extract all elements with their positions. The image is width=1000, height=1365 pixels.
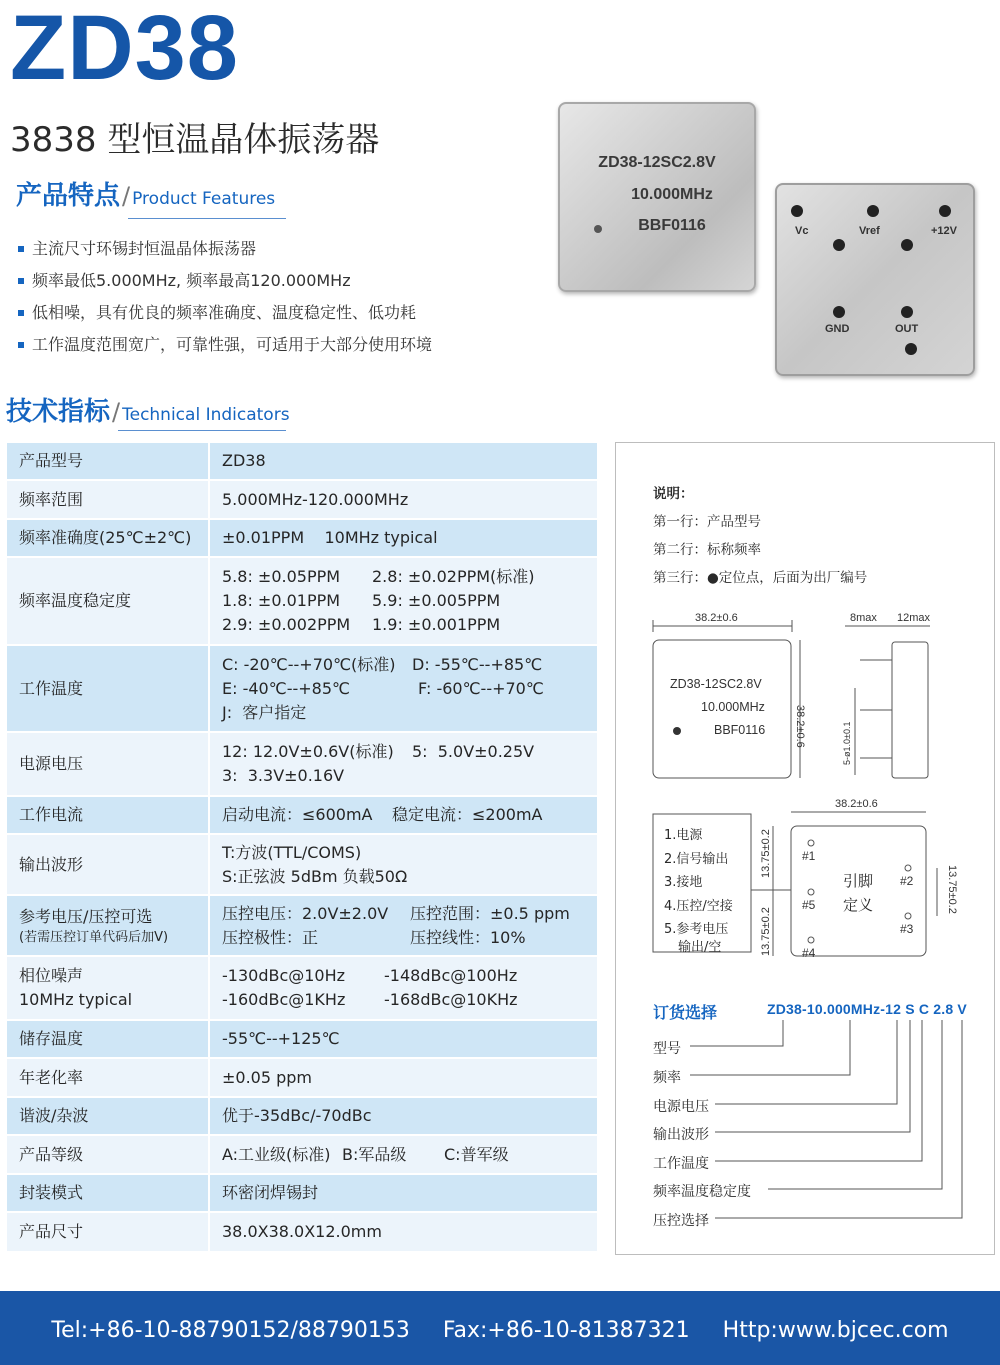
bullet-icon <box>18 310 24 316</box>
bullet-icon <box>18 342 24 348</box>
product-subtitle: 3838 型恒温晶体振荡器 <box>10 120 380 160</box>
pin-label-out: OUT <box>895 323 919 335</box>
product-photo-front <box>558 102 756 292</box>
dim-side-2: 12max <box>897 612 931 624</box>
dim-height: 38.2±0.6 <box>794 705 806 748</box>
locator-dot-icon <box>594 225 602 233</box>
spec-value: 12: 12.0V±0.6V(标准) 5: 5.0V±0.25V 3: 3.3V±0.16V <box>210 733 597 797</box>
spec-value: ±0.05 ppm <box>210 1059 597 1098</box>
spec-value: -55℃--+125℃ <box>210 1021 597 1059</box>
pin-label-gnd: GND <box>825 323 850 335</box>
table-row <box>7 520 597 558</box>
spec-value: 5.8: ±0.05PPM 2.8: ±0.02PPM(标准) 1.8: ±0.01PPM 5.9: ±0.005PPM 2.9: ±0.002PPM 1.9: ±0.001PPM <box>210 558 597 646</box>
table-row <box>7 1021 597 1059</box>
features-heading-en: Product Features <box>132 189 276 209</box>
spec-key: 封装模式 <box>7 1175 210 1213</box>
notes-title: 说明： <box>653 486 694 502</box>
order-item-frequency: 频率 <box>653 1070 681 1086</box>
spec-key: 工作电流 <box>7 797 210 835</box>
spec-value: T:方波(TTL/COMS) S:正弦波 5dBm 负载50Ω <box>210 835 597 896</box>
table-row <box>7 1136 597 1175</box>
dim-bottom-width: 38.2±0.6 <box>835 798 878 810</box>
product-title: ZD38 <box>10 0 239 99</box>
pin-label-vc: Vc <box>795 225 809 237</box>
pin-def-2: 定义 <box>843 896 874 914</box>
photo-mark-line2: 10.000MHz <box>631 186 713 203</box>
dim-width: 38.2±0.6 <box>695 612 738 624</box>
order-item-stability: 频率温度稳定度 <box>653 1184 751 1200</box>
order-item-model: 型号 <box>653 1041 681 1057</box>
spec-key: 年老化率 <box>7 1059 210 1098</box>
photo-mark-line3: BBF0116 <box>638 217 706 234</box>
spec-value: C: -20℃--+70℃(标准) D: -55℃--+85℃ E: -40℃--+85℃ F: -60℃--+70℃ J: 客户指定 <box>210 646 597 733</box>
table-row <box>7 1059 597 1098</box>
order-item-waveform: 输出波形 <box>653 1127 709 1143</box>
features-underline <box>128 218 286 219</box>
table-row <box>7 443 597 481</box>
table-row <box>7 558 597 646</box>
dim-pin-spacing-a: 13.75±0.2 <box>760 829 772 878</box>
spec-key: 频率温度稳定度 <box>7 558 210 646</box>
pin-label-12v: +12V <box>931 225 957 237</box>
notes-line1: 第一行：产品型号 <box>653 514 761 530</box>
table-row <box>7 896 597 957</box>
spec-key: 参考电压/压控可选 (若需压控订单代码后加V) <box>7 896 210 957</box>
spec-key: 工作温度 <box>7 646 210 733</box>
pin-label-vref: Vref <box>859 225 880 237</box>
table-row <box>7 1175 597 1213</box>
spec-value: -130dBc@10Hz -148dBc@100Hz -160dBc@1KHz -168dBc@10KHz <box>210 957 597 1021</box>
pin-list-6: 输出/空 <box>678 940 722 955</box>
heading-slash: / <box>112 398 121 426</box>
pin-def-1: 引脚 <box>843 872 874 890</box>
drawing-mark-3: BBF0116 <box>714 723 766 737</box>
product-photo-back <box>775 183 975 376</box>
spec-value: 5.000MHz-120.000MHz <box>210 481 597 520</box>
tech-heading <box>6 391 290 428</box>
feature-item: 工作温度范围宽广，可靠性强，可适用于大部分使用环境 <box>18 329 432 361</box>
pin-icon <box>901 239 913 251</box>
spec-key: 频率范围 <box>7 481 210 520</box>
pin-2-label: #2 <box>900 874 914 888</box>
feature-item: 主流尺寸环锡封恒温晶体振荡器 <box>18 233 432 265</box>
spec-key: 输出波形 <box>7 835 210 896</box>
pin-icon <box>905 343 917 355</box>
spec-value: 压控电压：2.0V±2.0V 压控范围：±0.5 ppm 压控极性：正 压控线性：10% <box>210 896 597 957</box>
spec-value: 38.0X38.0X12.0mm <box>210 1213 597 1253</box>
features-list <box>18 233 432 361</box>
spec-key: 频率准确度(25℃±2℃) <box>7 520 210 558</box>
notes-line2: 第二行：标称频率 <box>653 542 761 558</box>
spec-key: 谐波/杂波 <box>7 1098 210 1136</box>
bullet-icon <box>18 246 24 252</box>
pin-list: 1.电源 2.信号输出 3.接地 4.压控/空接 5.参考电压 <box>664 828 733 937</box>
pin-icon <box>939 205 951 217</box>
pin-icon <box>833 306 845 318</box>
tech-heading-cn: 技术指标 <box>6 397 111 427</box>
footer-tel: Tel:+86-10-88790152/88790153 <box>51 1318 410 1343</box>
spec-key: 产品尺寸 <box>7 1213 210 1253</box>
heading-slash: / <box>122 182 131 210</box>
spec-value: 启动电流：≤600mA 稳定电流：≤200mA <box>210 797 597 835</box>
dim-side-1: 8max <box>850 612 877 624</box>
notes-line3: 第三行：●定位点，后面为出厂编号 <box>653 570 868 586</box>
tech-underline <box>118 430 286 431</box>
dim-pin: 5-ø1.0±0.1 <box>842 721 852 765</box>
features-heading <box>16 175 275 212</box>
order-item-temperature: 工作温度 <box>653 1156 709 1172</box>
table-row <box>7 797 597 835</box>
pin-icon <box>833 239 845 251</box>
order-code: ZD38-10.000MHz-12 S C 2.8 V <box>767 1001 967 1017</box>
spec-value: ZD38 <box>210 443 597 481</box>
table-row <box>7 835 597 896</box>
spec-value: 环密闭焊锡封 <box>210 1175 597 1213</box>
bullet-icon <box>18 278 24 284</box>
spec-value: A:工业级(标准) B:军品级 C:普军级 <box>210 1136 597 1175</box>
spec-table <box>7 443 597 1253</box>
drawing-mark-2: 10.000MHz <box>701 700 765 714</box>
features-heading-cn: 产品特点 <box>16 181 121 211</box>
table-row <box>7 733 597 797</box>
feature-item: 频率最低5.000MHz, 频率最高120.000MHz <box>18 265 432 297</box>
spec-value: ±0.01PPM 10MHz typical <box>210 520 597 558</box>
footer-fax: Fax:+86-10-81387321 <box>442 1318 690 1343</box>
order-item-vc: 压控选择 <box>653 1213 709 1229</box>
spec-key: 相位噪声 10MHz typical <box>7 957 210 1021</box>
spec-key: 电源电压 <box>7 733 210 797</box>
pin-icon <box>867 205 879 217</box>
photo-mark-line1: ZD38-12SC2.8V <box>598 154 716 171</box>
tech-heading-en: Technical Indicators <box>122 405 290 425</box>
pin-icon <box>791 205 803 217</box>
table-row <box>7 957 597 1021</box>
pin-4-label: #4 <box>802 946 816 960</box>
order-item-voltage: 电源电压 <box>653 1099 709 1115</box>
spec-value: 优于-35dBc/-70dBc <box>210 1098 597 1136</box>
footer-contact <box>0 1318 1000 1343</box>
drawing-mark-1: ZD38-12SC2.8V <box>670 677 762 691</box>
table-row <box>7 1213 597 1253</box>
table-row <box>7 481 597 520</box>
footer-web-link[interactable]: Http:www.bjcec.com <box>722 1318 949 1343</box>
spec-key: 产品等级 <box>7 1136 210 1175</box>
dim-pin-spacing-b: 13.75±0.2 <box>760 907 772 956</box>
table-row <box>7 646 597 733</box>
pin-3-label: #3 <box>900 922 914 936</box>
pin-5-label: #5 <box>802 898 816 912</box>
spec-key: 储存温度 <box>7 1021 210 1059</box>
dim-pin-spacing-c: 13.75±0.2 <box>946 865 958 914</box>
table-row <box>7 1098 597 1136</box>
spec-key: 产品型号 <box>7 443 210 481</box>
pin-1-label: #1 <box>802 849 816 863</box>
feature-item: 低相噪，具有优良的频率准确度、温度稳定性、低功耗 <box>18 297 432 329</box>
order-title: 订货选择 <box>653 1003 718 1022</box>
pin-icon <box>901 306 913 318</box>
